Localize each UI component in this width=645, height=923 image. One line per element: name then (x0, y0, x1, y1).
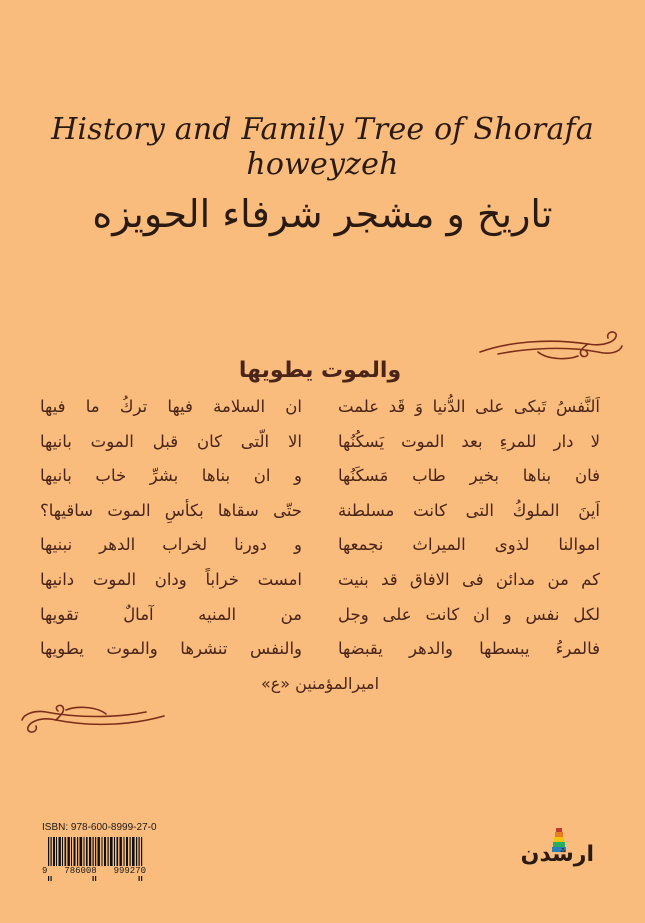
ornament-top-right (478, 330, 626, 366)
ornament-bottom-left (18, 696, 166, 736)
poem-title: والموت يطويها (238, 358, 402, 383)
english-title: History and Family Tree of Shorafa howeyzeh (51, 112, 594, 182)
barcode (40, 835, 148, 887)
verse-left: ان السلامة فيها تركُ ما فيها (40, 397, 302, 416)
barcode-digits (40, 866, 148, 876)
verse-row (40, 563, 600, 598)
verse-right: فالمرءُ يبسطها والدهر يقبضها (338, 639, 600, 659)
attribution: اميرالمؤمنين «ع» (260, 674, 380, 693)
verse-row (40, 390, 600, 425)
verse-right: لا دار للمرءِ بعد الموت يَسكُنُها (338, 431, 600, 451)
verse-left: و دورنا لخراب الدهر نبنيها (40, 535, 302, 555)
verse-row (40, 598, 600, 633)
verse-left: امست خراباً ودان الموت دانيها (40, 569, 302, 589)
verse-left: و ان بناها بشرِّ خاب بانيها (40, 466, 302, 486)
verse-row (40, 459, 600, 494)
barcode-digits-right: 999270 (113, 866, 146, 876)
verse-right: فان بناها بخير طاب مَسكَنُها (338, 466, 600, 486)
verse-left: من المنيه آمالٌ تقويها (40, 604, 302, 624)
verse-right: اموالنا لذوى الميراث نجمعها (338, 535, 600, 555)
publisher-name: ارشدن (520, 842, 594, 867)
barcode-digits-left: 786008 (64, 866, 97, 876)
verse-right: اَينَ الملوكُ التى كانت مسلطنة (338, 500, 600, 520)
verse-right: لكل نفس و ان كانت على وجل (338, 604, 600, 624)
isbn-label: ISBN: 978-600-8999-27-0 (42, 822, 157, 833)
poem-verses (40, 390, 600, 667)
barcode-digit-lead: 9 (42, 866, 48, 876)
verse-row (40, 632, 600, 667)
verse-left: الا الّتى كان قبل الموت بانيها (40, 431, 302, 451)
verse-left: حتّى سقاها بكأسِ الموت ساقيها؟ (40, 500, 302, 520)
verse-right: اَلنَّفسُ تَبكى على الدُّنيا وَ قَد علمت (338, 397, 600, 416)
verse-right: كم من مدائن فى الافاق قد بنيت (338, 569, 600, 589)
verse-row (40, 528, 600, 563)
verse-row (40, 494, 600, 529)
verse-row (40, 425, 600, 460)
arabic-title: تاریخ و مشجر شرفاء الحویزه (92, 192, 553, 236)
verse-left: والنفس تنشرها والموت يطويها (40, 639, 302, 659)
